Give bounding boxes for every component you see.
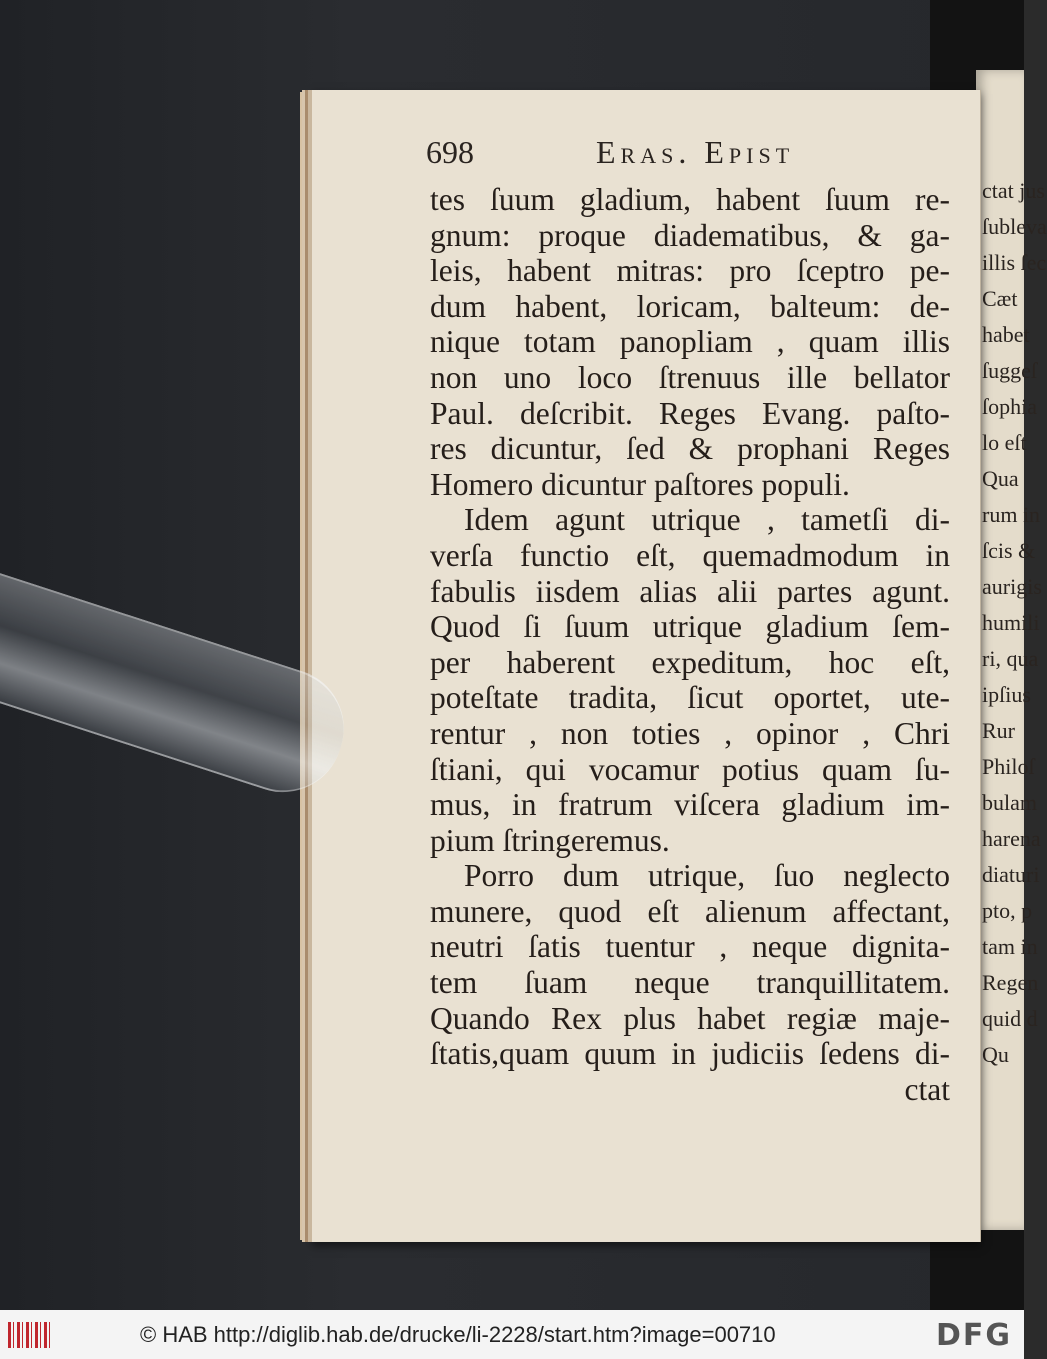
adjacent-page-fragment: tam in — [982, 934, 1038, 959]
text-line: Homero dicuntur paſtores populi. — [430, 466, 850, 502]
adjacent-page-fragment: habet — [982, 322, 1030, 347]
adjacent-page-fragment: humili — [982, 610, 1040, 635]
adjacent-page-fragment: Cæt — [982, 286, 1018, 311]
text-line: gnum: proque diadematibus, & ga- — [430, 217, 950, 253]
adjacent-page-fragment: Qua — [982, 466, 1019, 491]
adjacent-page-fragment: harena — [982, 826, 1041, 851]
hab-logo-icon — [8, 1322, 50, 1348]
page-body — [430, 182, 950, 1107]
adjacent-page-fragment: ſuggeſ — [982, 358, 1037, 383]
adjacent-page-fragment: rum in — [982, 502, 1041, 527]
text-line: tem ſuam neque tranquillitatem. — [430, 965, 950, 1001]
adjacent-page-fragment: Rur — [982, 718, 1015, 743]
copyright-link[interactable]: © HAB http://diglib.hab.de/drucke/li-2228/start.htm?image=00710 — [140, 1322, 776, 1347]
text-line: tes ſuum gladium, habent ſuum re- — [430, 182, 950, 217]
page-number: 698 — [426, 134, 474, 170]
adjacent-page-fragment: diaturi — [982, 862, 1040, 887]
text-line: ſtatis,quam quum in judiciis ſedens di- — [430, 1036, 950, 1072]
text-line: poteſtate tradita, ſicut oportet, ute- — [430, 680, 950, 716]
adjacent-page-fragment: ſophia — [982, 394, 1037, 419]
text-line: neutri ſatis tuentur , neque dignita- — [430, 929, 950, 965]
text-line: fabulis iisdem alias alii partes agunt. — [430, 573, 950, 609]
text-line: Porro dum utrique, ſuo neglecto — [464, 858, 950, 894]
text-line: dum habent, loricam, balteum: de- — [430, 288, 950, 324]
dfg-logo: DFG — [935, 1318, 1012, 1353]
text-line: ſtiani, qui vocamur potius quam ſu- — [430, 751, 950, 787]
text-line: res dicuntur, ſed & prophani Reges — [430, 431, 950, 467]
text-line: non uno loco ſtrenuus ille bellator — [430, 359, 950, 395]
text-line: Idem agunt utrique , tametſi di- — [464, 502, 950, 538]
adjacent-page — [976, 70, 1047, 1230]
text-line: Paul. deſcribit. Reges Evang. paſto- — [430, 395, 950, 431]
adjacent-page-fragment: illis ſec — [982, 250, 1047, 275]
adjacent-page-fragment: ipſius — [982, 682, 1031, 707]
text-line: nique totam panopliam , quam illis — [430, 324, 950, 360]
text-line: Quod ſi ſuum utrique gladium ſem- — [430, 609, 950, 645]
text-line: verſa functio eſt, quemadmodum in — [430, 537, 950, 573]
footer-bar — [0, 1310, 1024, 1359]
text-line: leis, habent mitras: pro ſceptro pe- — [430, 253, 950, 289]
text-line: mus, in fratrum viſcera gladium im- — [430, 787, 950, 823]
adjacent-page-fragment: ſubleva — [982, 214, 1047, 239]
running-title: Eras. Epist — [596, 134, 795, 170]
adjacent-page-fragment: lo eſt — [982, 430, 1027, 455]
adjacent-page-fragment: Philoſ — [982, 754, 1035, 779]
text-line: pium ſtringeremus. — [430, 822, 670, 858]
text-line: per haberent expeditum, hoc eſt, — [430, 644, 950, 680]
adjacent-page-fragment: pto, p — [982, 898, 1033, 923]
adjacent-page-fragment: ctat jus — [982, 178, 1045, 203]
adjacent-page-fragment: Regen — [982, 970, 1039, 995]
text-line: rentur , non toties , opinor , Chri — [430, 715, 950, 751]
adjacent-page-fragment: aurigis — [982, 574, 1042, 599]
catchword: ctat — [904, 1071, 950, 1107]
adjacent-page-fragment: bulam — [982, 790, 1037, 815]
text-line: Quando Rex plus habet regiæ maje- — [430, 1000, 950, 1036]
adjacent-page-fragment: ri, qua — [982, 646, 1039, 671]
adjacent-page-fragment: ſcis & — [982, 538, 1036, 563]
text-line: munere, quod eſt alienum affectant, — [430, 893, 950, 929]
adjacent-page-fragment: Qu — [982, 1042, 1009, 1067]
running-head — [426, 130, 946, 174]
adjacent-page-fragment: quid d — [982, 1006, 1038, 1031]
